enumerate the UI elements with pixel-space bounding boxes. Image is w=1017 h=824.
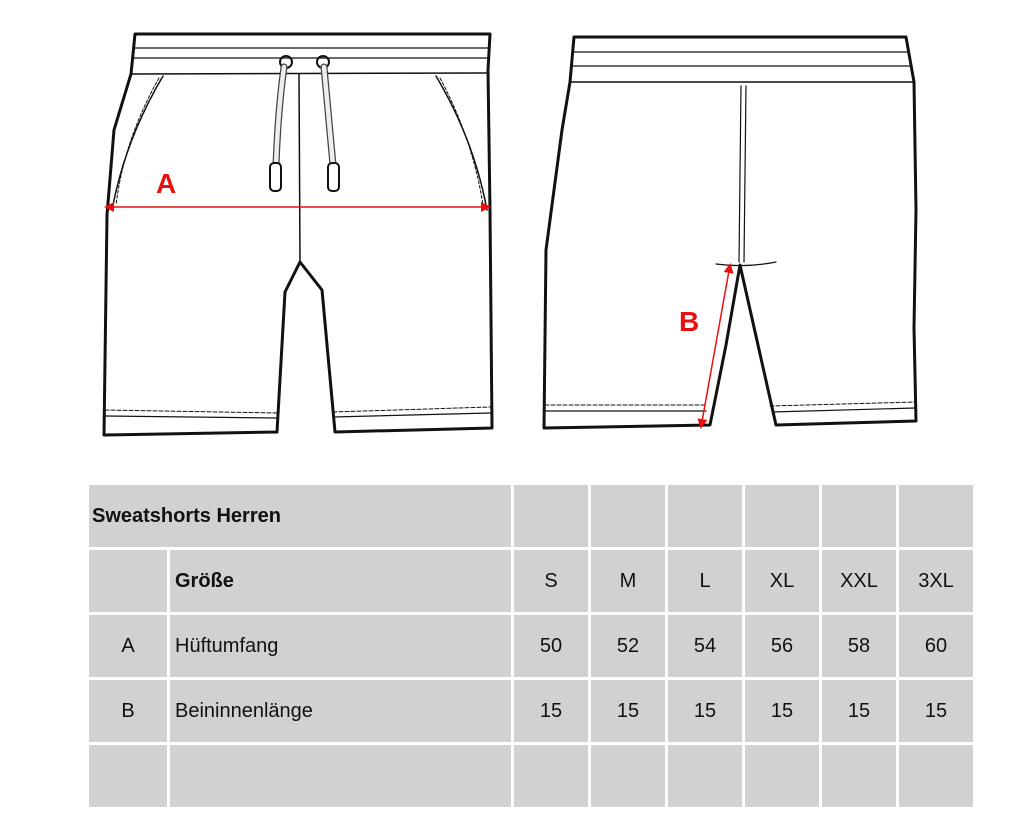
table-cell — [170, 745, 511, 807]
shorts-back-drawing — [544, 37, 916, 428]
table-cell — [89, 745, 167, 807]
table-empty-row — [89, 745, 973, 807]
table-cell — [899, 745, 973, 807]
size-header-s: S — [514, 550, 588, 612]
table-cell — [822, 485, 896, 547]
table-cell — [822, 745, 896, 807]
row-value: 15 — [591, 680, 665, 742]
row-value: 15 — [899, 680, 973, 742]
size-header-label: Größe — [170, 550, 511, 612]
row-value: 52 — [591, 615, 665, 677]
row-label: Hüftumfang — [170, 615, 511, 677]
row-value: 15 — [822, 680, 896, 742]
table-cell — [899, 485, 973, 547]
row-value: 50 — [514, 615, 588, 677]
inseam-measure-label: B — [679, 306, 700, 337]
table-cell — [591, 485, 665, 547]
row-value: 15 — [745, 680, 819, 742]
size-chart-table — [86, 482, 976, 810]
table-title-row — [89, 485, 973, 547]
row-value: 54 — [668, 615, 742, 677]
row-value: 58 — [822, 615, 896, 677]
row-value: 56 — [745, 615, 819, 677]
row-code: A — [89, 615, 167, 677]
size-header-xxl: XXL — [822, 550, 896, 612]
shorts-front-drawing — [104, 34, 492, 435]
table-cell — [668, 745, 742, 807]
size-header-3xl: 3XL — [899, 550, 973, 612]
table-cell — [514, 485, 588, 547]
size-header-xl: XL — [745, 550, 819, 612]
table-title: Sweatshorts Herren — [89, 485, 511, 547]
table-cell — [89, 550, 167, 612]
table-cell — [745, 745, 819, 807]
size-header-l: L — [668, 550, 742, 612]
row-code: B — [89, 680, 167, 742]
hip-measure-label: A — [156, 168, 177, 199]
table-row — [89, 680, 973, 742]
row-value: 15 — [668, 680, 742, 742]
row-value: 15 — [514, 680, 588, 742]
table-cell — [591, 745, 665, 807]
table-cell — [514, 745, 588, 807]
size-header-m: M — [591, 550, 665, 612]
row-value: 60 — [899, 615, 973, 677]
table-cell — [668, 485, 742, 547]
table-cell — [745, 485, 819, 547]
table-row — [89, 615, 973, 677]
table-header-row — [89, 550, 973, 612]
row-label: Beininnenlänge — [170, 680, 511, 742]
